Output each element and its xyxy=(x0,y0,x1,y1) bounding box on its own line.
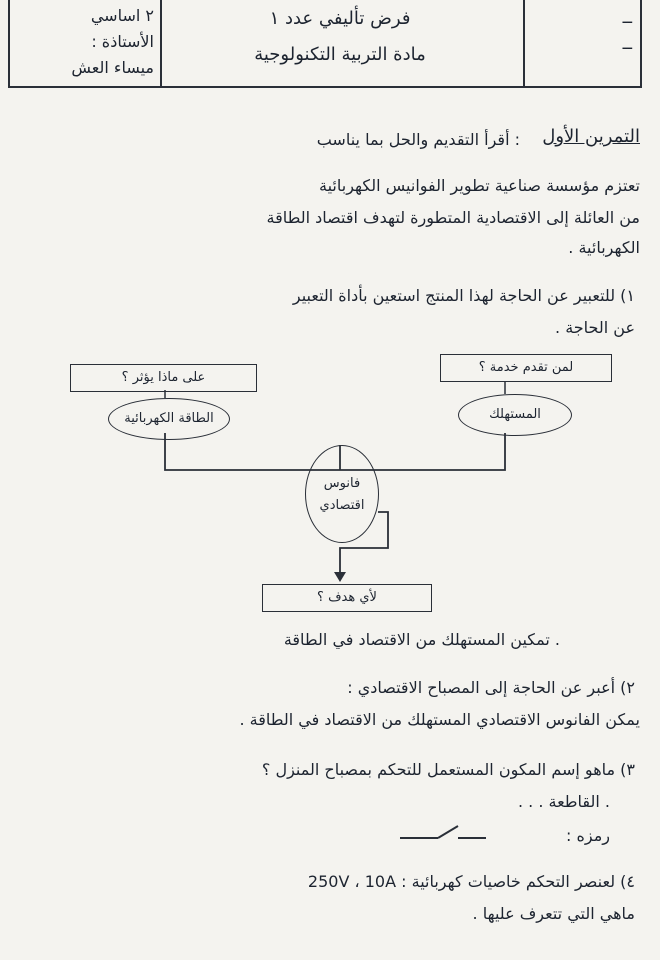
ellipse-economic-lamp xyxy=(305,445,379,543)
teacher-label: الأستاذة : xyxy=(91,32,154,51)
question-4-line-2: ماهي التي تتعرف عليها . xyxy=(472,904,635,923)
question-3: ٣) ماهو إسم المكون المستعمل للتحكم بمصباح المنزل ؟ xyxy=(261,760,635,779)
intro-line-1: تعتزم مؤسسة صناعية تطوير الفوانيس الكهربائية xyxy=(319,176,640,195)
ellipse-electric-energy-label: الطاقة الكهربائية xyxy=(124,411,214,426)
question-1-line-2: عن الحاجة . xyxy=(555,318,635,337)
box-service-for xyxy=(440,354,612,382)
exercise-title: التمرين الأول xyxy=(542,126,640,147)
box-purpose-label: لأي هدف ؟ xyxy=(317,590,377,605)
intro-line-2: من العائلة إلى الاقتصادية المتطورة لتهدف اقتصاد الطاقة xyxy=(266,208,640,227)
ellipse-economic-lamp-line1: فانوس xyxy=(323,476,361,491)
header-right-line1: ــ xyxy=(622,8,632,27)
question-1-line-1: ١) للتعبير عن الحاجة لهذا المنتج استعين بأداة التعبير xyxy=(292,286,635,305)
ellipse-economic-lamp-line2: اقتصادي xyxy=(319,498,365,513)
box-purpose xyxy=(262,584,432,612)
box-acts-on-label: على ماذا يؤثر ؟ xyxy=(121,370,206,385)
subject-title: مادة التربية التكنولوجية xyxy=(254,44,426,65)
symbol-label: رمزه : xyxy=(566,826,610,845)
answer-2: يمكن الفانوس الاقتصادي المستهلك من الاقتصاد في الطاقة . xyxy=(239,710,640,729)
question-4-line-1: ٤) لعنصر التحكم خاصيات كهربائية : 250V ، 10A xyxy=(307,872,635,891)
answer-1: . تمكين المستهلك من الاقتصاد في الطاقة xyxy=(283,630,560,649)
switch-symbol-icon xyxy=(398,818,488,846)
ellipse-consumer xyxy=(458,394,572,436)
question-2: ٢) أعبر عن الحاجة إلى المصباح الاقتصادي : xyxy=(347,678,635,697)
test-title: فرض تأليفي عدد ١ xyxy=(269,8,411,29)
intro-line-3: الكهربائية . xyxy=(568,238,640,257)
exercise-instruction: : أقرأ التقديم والحل بما يناسب xyxy=(316,130,520,149)
school-level: ٢ اساسي xyxy=(90,6,154,25)
box-service-for-label: لمن تقدم خدمة ؟ xyxy=(478,360,574,375)
ellipse-consumer-label: المستهلك xyxy=(489,407,541,422)
answer-3: . القاطعة . . . xyxy=(517,792,610,811)
box-acts-on xyxy=(70,364,257,392)
header-right-line2: ــ xyxy=(622,34,632,53)
teacher-name: ميساء العش xyxy=(71,58,154,77)
ellipse-electric-energy xyxy=(108,398,230,440)
